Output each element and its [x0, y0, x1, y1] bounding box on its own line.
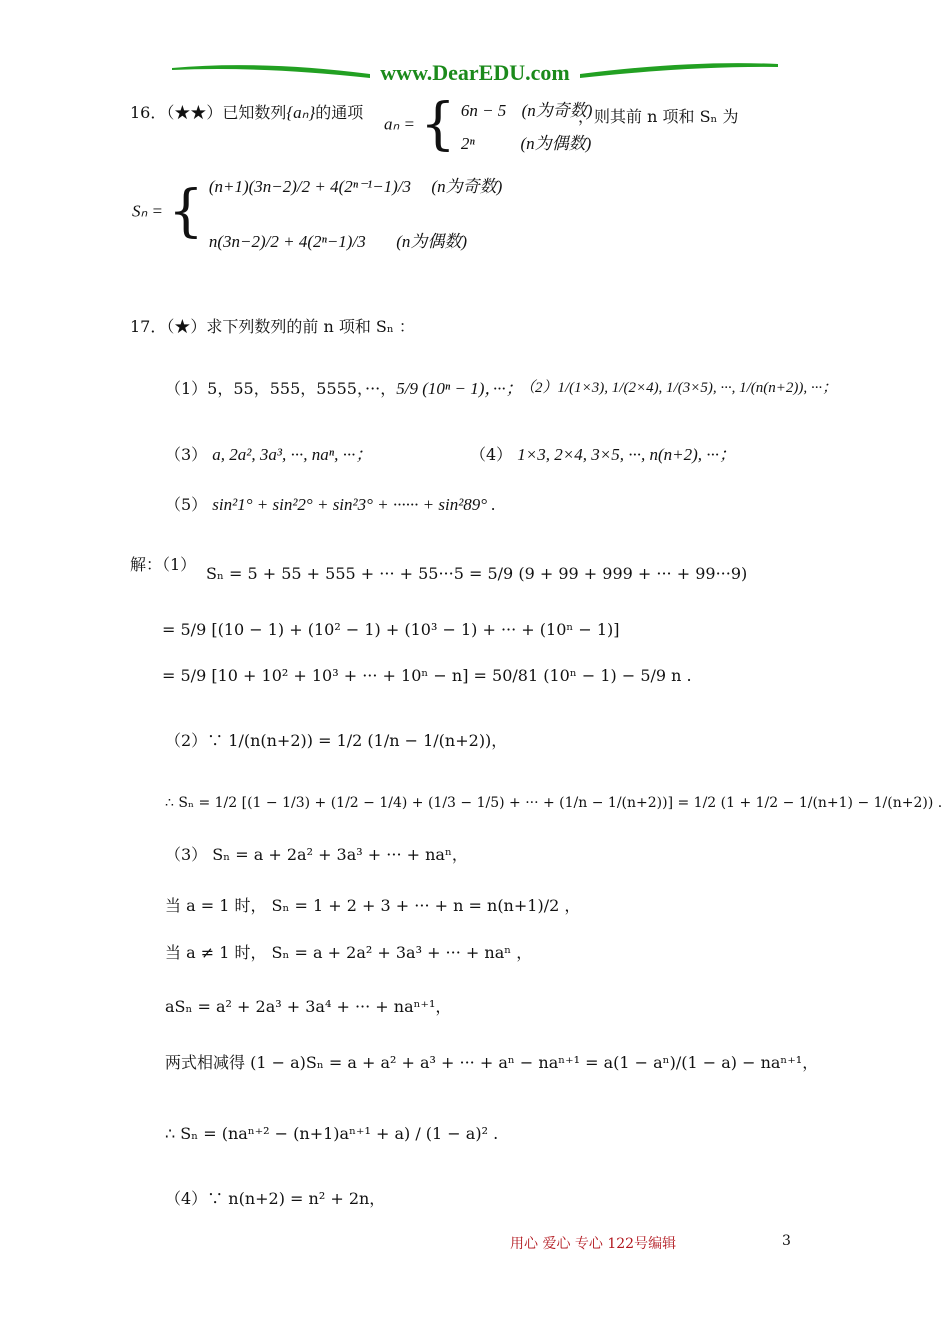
solution-1-line-3: = 5/9 [10 + 10² + 10³ + ··· + 10ⁿ − n] = 50/81 (10ⁿ − 1) − 5/9 n .: [162, 666, 692, 685]
problem-16-lead: 16．（★★）已知数列{aₙ}的通项: [130, 103, 364, 122]
problem-17-item-2: （2）1/(1×3), 1/(2×4), 1/(3×5), ···, 1/(n(n+2)), ···；: [520, 380, 838, 396]
problem-17-item-5: （5） sin²1° + sin²2° + sin²3° + ······ + sin²89° .: [165, 495, 496, 514]
site-header: [170, 56, 780, 90]
solution-3-line-5: 两式相减得 (1 − a)Sₙ = a + a² + a³ + ··· + aⁿ − naⁿ⁺¹ = a(1 − aⁿ)/(1 − a) − naⁿ⁺¹，: [165, 1053, 819, 1072]
solution-3-line-3: 当 a ≠ 1 时， Sₙ = a + 2a² + 3a³ + ··· + naⁿ ，: [165, 943, 533, 962]
page-number: 3: [782, 1233, 791, 1249]
site-url: www.DearEDU.com: [380, 60, 570, 85]
problem-17-item-3: （3） a, 2a², 3a³, ···, naⁿ, ···；: [165, 445, 373, 464]
footer-note: 用心 爱心 专心 122号编辑: [510, 1236, 677, 1252]
solution-4-line-1: （4）∵ n(n+2) = n² + 2n，: [165, 1189, 386, 1208]
solution-3-line-6: ∴ Sₙ = (naⁿ⁺² − (n+1)aⁿ⁺¹ + a) / (1 − a)² .: [165, 1124, 499, 1143]
solution-3-line-2: 当 a = 1 时， Sₙ = 1 + 2 + 3 + ··· + n = n(n+1)/2 ，: [165, 896, 581, 915]
problem-16-tail: ，则其前 n 项和 Sₙ 为: [578, 107, 739, 126]
problem-17-item-4: （4） 1×3, 2×4, 3×5, ···, n(n+2), ···；: [470, 445, 736, 464]
problem-17-item-1: （1）5，55，555，5555，···，5/9 (10ⁿ − 1)，···；: [165, 379, 523, 398]
solution-3-line-4: aSₙ = a² + 2a³ + 3a⁴ + ··· + naⁿ⁺¹，: [165, 997, 452, 1016]
solution-1-line-1: Sₙ = 5 + 55 + 555 + ··· + 55···5 = 5/9 (9 + 99 + 999 + ··· + 99···9): [206, 564, 748, 583]
solution-3-line-1: （3） Sₙ = a + 2a² + 3a³ + ··· + naⁿ，: [165, 845, 468, 864]
solution-2-line-1: （2）∵ 1/(n(n+2)) = 1/2 (1/n − 1/(n+2))，: [165, 731, 508, 750]
problem-16-formula: aₙ = { 6n − 5 (n为奇数) 2ⁿ (n为偶数): [384, 92, 593, 157]
problem-17-title: 17．（★）求下列数列的前 n 项和 Sₙ ：: [130, 317, 415, 336]
solution-2-line-2: ∴ Sₙ = 1/2 [(1 − 1/3) + (1/2 − 1/4) + (1/3 − 1/5) + ··· + (1/n − 1/(n+2))] = 1/2 (1 + 1/2 − 1/(n+1) − 1/(n+2)) .: [165, 795, 943, 811]
problem-16-answer: Sₙ = { (n+1)(3n−2)/2 + 4(2ⁿ⁻¹−1)/3 (n为奇数) n(3n−2)/2 + 4(2ⁿ−1)/3 (n为偶数): [132, 177, 503, 251]
solution-1-line-2: = 5/9 [(10 − 1) + (10² − 1) + (10³ − 1) + ··· + (10ⁿ − 1)]: [162, 620, 620, 639]
solution-label: 解：（1）: [130, 555, 197, 574]
